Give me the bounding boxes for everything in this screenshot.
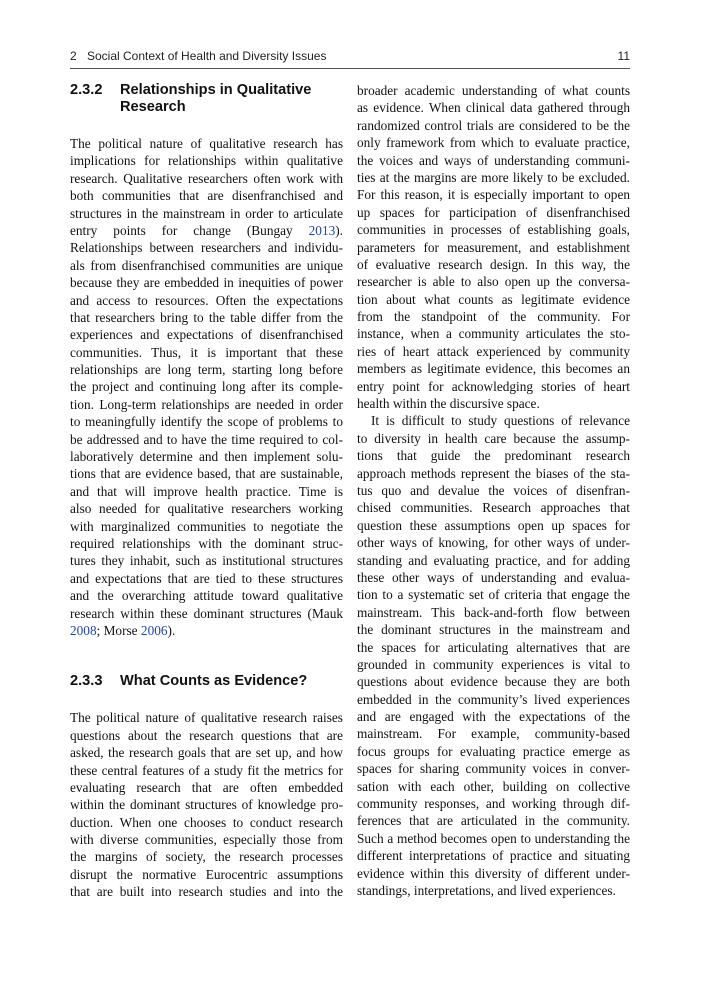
text-line: asked, the research goals that are set up, and how [70, 745, 343, 761]
section-heading-2-3-3 [70, 673, 343, 690]
text-line: experiences and expectations of disenfranchised [70, 327, 343, 343]
text-line: For this reason, it is especially important to open [357, 187, 630, 203]
text-line: entry point for acknowledging stories of heart [357, 378, 630, 394]
text-line: relationships are long term, starting long before [70, 362, 343, 378]
text-line: tions that are evidence based, that are sustainable, [70, 466, 343, 482]
text-line: 2008; Morse 2006). [70, 622, 176, 638]
text-line: also needed for qualitative researchers working [70, 501, 343, 517]
text-line: other ways of knowing, for other ways of under- [357, 535, 630, 551]
text-line: research. Qualitative researchers often work with [70, 170, 343, 186]
text-line: als from disenfranchised communities are unique [70, 257, 343, 273]
left-column [70, 82, 343, 901]
text-line: grounded in community experiences is vital to [357, 656, 630, 672]
text-line: communities. Thus, it is important that these [70, 344, 343, 360]
text-line: to diversity in health care because the assump- [357, 430, 630, 446]
text-line: tions that guide the predominant research [357, 448, 630, 464]
text-line: questions about evidence because they are both [357, 674, 630, 690]
text-line: Such a method becomes open to understanding the [357, 830, 630, 846]
text-line: tion. Long-term relationships are needed in order [70, 396, 343, 412]
section-heading-2-3-2 [70, 82, 343, 116]
text-line: Relationships between researchers and individu- [70, 240, 343, 256]
text-line: be addressed and to have the time required to col- [70, 431, 343, 447]
text-line: researcher is able to also open up the conversa- [357, 274, 630, 290]
text-line: the margins of society, the research processes [70, 849, 343, 865]
text-line: these other ways of understanding and evalua- [357, 569, 630, 585]
text-line: standing and evaluating practice, and for adding [357, 552, 630, 568]
text-line: evaluating research that are often embedded [70, 779, 343, 795]
section-number: 2.3.3 [70, 673, 103, 690]
text-line: structures in the mainstream in order to articulate [70, 205, 343, 221]
text-line: disrupt the normative Eurocentric assumptions [70, 866, 343, 882]
text-line: with marginalized communities to negotiate the [70, 518, 343, 534]
text-line: because they are embedded in inequities of power [70, 275, 343, 291]
text-line: randomized control trials are considered to be the [357, 117, 630, 133]
text-line: tion to a systematic set of criteria that engage the [357, 587, 630, 603]
paragraph-relationships [70, 135, 343, 639]
text-line: ries of heart attack experienced by community [357, 343, 630, 359]
text-line: members as legitimate evidence, this becomes an [357, 361, 630, 377]
text-line: from the standpoint of the community. For [357, 309, 630, 325]
text-line: evidence within this diversity of different under- [357, 865, 630, 881]
text-line: health within the discursive space. [357, 396, 540, 412]
text-line: community responses, and working through dif- [357, 796, 630, 812]
text-line: focus groups for evaluating practice emerge as [357, 743, 630, 759]
text-line: that are built into research studies and into the [70, 884, 343, 900]
text-line: the project and continuing long after its comple- [70, 379, 343, 395]
text-line: questions about the research questions that are [70, 727, 343, 743]
section-title [120, 82, 343, 116]
text-line: It is difficult to study questions of relevance [371, 413, 630, 429]
text-line: tures they inhabit, such as institutional structures [70, 553, 343, 569]
paragraph-continued [357, 82, 630, 412]
text-line: spaces for sharing community voices in conver- [357, 761, 630, 777]
chapter-title: Social Context of Health and Diversity Issues [87, 49, 327, 63]
text-line: both communities that are disenfranchised and [70, 188, 343, 204]
text-line: research within these dominant structures (Mauk [70, 605, 343, 621]
text-line: that researchers bring to the table differ from the [70, 309, 343, 325]
text-line: embedded in the community’s lived experiences [357, 691, 630, 707]
right-column [357, 82, 630, 899]
text-line: the dominant structures in the mainstream and [357, 622, 630, 638]
text-line: mainstream. This back-and-forth flow between [357, 604, 630, 620]
section-title-line: Relationships in Qualitative [120, 82, 312, 98]
text-line: parameters for measurement, and establishment [357, 239, 630, 255]
text-line: and access to resources. Often the expectations [70, 292, 343, 308]
chapter-number: 2 [70, 49, 77, 63]
section-title: What Counts as Evidence? [120, 673, 308, 690]
text-line: instance, when a community articulates the sto- [357, 326, 630, 342]
text-line: and the overarching attitude toward qualitative [70, 588, 343, 604]
text-line: duction. When one chooses to conduct research [70, 814, 343, 830]
text-line: tus quo and devalue the voices of disenfran- [357, 482, 630, 498]
text-line: with diverse communities, especially those from [70, 832, 343, 848]
text-line: standings, interpretations, and lived experiences. [357, 882, 616, 898]
text-line: approach methods represent the biases of the sta- [357, 465, 630, 481]
text-line: the spaces for articulating alternatives that are [357, 639, 630, 655]
text-line: required relationships with the dominant struc- [70, 535, 343, 551]
text-line: and that will improve health practice. Time is [70, 483, 343, 499]
text-line: question these assumptions open up spaces for [357, 517, 630, 533]
text-line: chised communities. Research approaches that [357, 500, 630, 516]
text-line: these central features of a study fit the metrics for [70, 762, 343, 778]
text-line: and expectations that are tied to these structures [70, 570, 343, 586]
text-line: up spaces for participation of disenfranchised [357, 204, 630, 220]
text-line: implications for relationships within qualitative [70, 153, 343, 169]
text-line: within the dominant structures of knowledge pro- [70, 797, 343, 813]
text-line: entry points for change (Bungay 2013). [70, 222, 343, 238]
header-rule [70, 68, 630, 69]
text-line: different interpretations of practice and situating [357, 848, 630, 864]
text-line: broader academic understanding of what counts [357, 83, 630, 98]
text-line: communities in processes of establishing goals, [357, 222, 630, 238]
text-line: as evidence. When clinical data gathered through [357, 100, 630, 116]
paragraph-evidence [70, 709, 343, 900]
text-line: of evaluative research design. In this way, the [357, 256, 630, 272]
text-line: the voices and ways of understanding communi- [357, 152, 630, 168]
page-number: 11 [617, 49, 630, 63]
running-header [70, 47, 630, 67]
text-line: to meaningfully identify the scope of problems to [70, 414, 343, 430]
text-line: ties at the margins are more likely to be excluded. [357, 169, 630, 185]
text-line: and are engaged with the expectations of the [357, 709, 630, 725]
text-line: tion about what counts as legitimate evidence [357, 291, 630, 307]
text-line: laboratively determine and then implement solu- [70, 449, 343, 465]
text-line: The political nature of qualitative research raises [70, 710, 343, 726]
text-line: sation with each other, building on collective [357, 778, 630, 794]
section-number: 2.3.2 [70, 82, 103, 98]
section-title-line: Research [120, 99, 186, 115]
text-line: mainstream. For example, community-based [357, 726, 630, 742]
paragraph-difficult-to-study [357, 412, 630, 899]
text-line: ferences that are articulated in the community. [357, 813, 630, 829]
text-line: The political nature of qualitative research has [70, 136, 343, 151]
text-line: only framework from which to evaluate practice, [357, 135, 630, 151]
